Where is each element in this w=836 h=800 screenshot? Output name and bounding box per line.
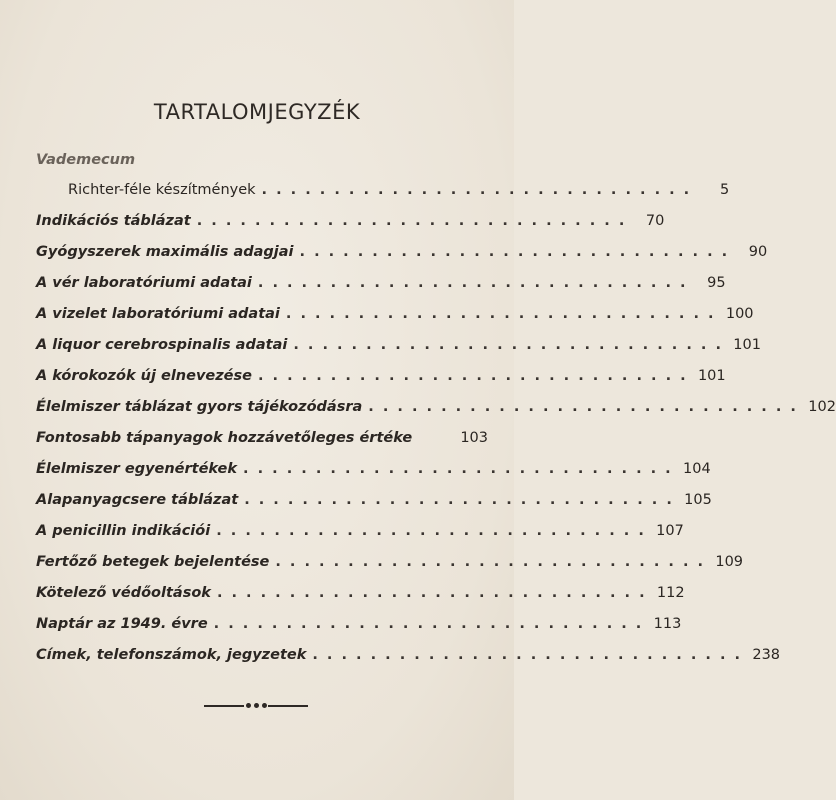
toc-entry: [36, 457, 711, 481]
toc-entry: [36, 333, 761, 357]
toc-entry-page: 102: [808, 399, 836, 415]
toc-entry-label: Fontosabb tápanyagok hozzávetőleges értéke: [36, 430, 413, 446]
toc-entry-page: 90: [748, 244, 768, 260]
page-title: TARTALOMJEGYZÉK: [153, 100, 361, 124]
toc-entry: [36, 271, 726, 295]
toc-entry-page: 103: [460, 430, 488, 446]
toc-section-label: Vademecum: [36, 152, 136, 168]
toc-leader-dots: . . . . . . . . . . . . . . . . . . . . . . . . . . . . . .: [275, 554, 706, 570]
toc-entry: [36, 209, 665, 233]
toc-entry-label: Címek, telefonszámok, jegyzetek: [36, 647, 307, 663]
toc-leader-dots: . . . . . . . . . . . . . . . . . . . . . . . . . . . . . .: [196, 213, 627, 229]
toc-entry: [36, 426, 488, 450]
toc-entry-label: Élelmiszer táblázat gyors tájékozódásra: [36, 399, 363, 415]
divider-dot: [254, 703, 259, 708]
toc-entry-page: 101: [697, 368, 726, 384]
toc-section-heading: [36, 148, 488, 172]
divider-line-left: [204, 705, 244, 707]
toc-entry-label: Gyógyszerek maximális adagjai: [36, 244, 294, 260]
toc-entry-label: A vér laboratóriumi adatai: [36, 275, 252, 291]
toc-entry-label: A kórokozók új elnevezése: [36, 368, 252, 384]
toc-entry: [36, 519, 684, 543]
toc-entry: [36, 240, 768, 264]
toc-entry-label: Indikációs táblázat: [36, 213, 191, 229]
toc-leader-dots: . . . . . . . . . . . . . . . . . . . . . . . . . . . . . .: [368, 399, 798, 415]
toc-entry: [36, 364, 726, 388]
toc-leader-dots: . . . . . . . . . . . . . . . . . . . . . . . . . . . . . .: [243, 461, 673, 477]
toc-entry: [36, 302, 754, 326]
toc-entry-page: 113: [653, 616, 682, 632]
toc-entry: [36, 395, 836, 419]
toc-entry-label: Alapanyagcsere táblázat: [36, 492, 239, 508]
toc-entry-label: Naptár az 1949. évre: [36, 616, 208, 632]
toc-entry-page: 109: [715, 554, 744, 570]
toc-entry-label: A vizelet laboratóriumi adatai: [36, 306, 280, 322]
toc-entry-page: 238: [752, 647, 781, 663]
divider-dot: [246, 703, 251, 708]
toc-leader-dots: . . . . . . . . . . . . . . . . . . . . . . . . . . . . . .: [213, 616, 644, 632]
toc-entry-label: Fertőző betegek bejelentése: [36, 554, 270, 570]
toc-entry: [36, 581, 685, 605]
toc-entry-page: 70: [645, 213, 665, 229]
toc-entry: [36, 643, 781, 667]
divider-dot: [262, 703, 267, 708]
toc-entry-label: Kötelező védőoltások: [36, 585, 211, 601]
toc-entry-page: 112: [656, 585, 685, 601]
toc-entry-label: A liquor cerebrospinalis adatai: [36, 337, 288, 353]
toc-leader-dots: . . . . . . . . . . . . . . . . . . . . . . . . . . . . . .: [261, 182, 692, 198]
toc-entry: [36, 178, 730, 202]
toc-entry-page: 5: [719, 182, 730, 198]
toc-entry-page: 105: [684, 492, 712, 508]
toc-entry-page: 95: [707, 275, 726, 291]
toc-entry: [36, 612, 682, 636]
toc-leader-dots: . . . . . . . . . . . . . . . . . . . . . . . . . . . . . .: [312, 647, 743, 663]
toc-entry-page: 100: [725, 306, 754, 322]
toc-entry: [36, 550, 744, 574]
toc-entry-page: 104: [683, 461, 711, 477]
toc-entry-label: Élelmiszer egyenértékek: [36, 461, 238, 477]
toc-entry-label: A penicillin indikációi: [36, 523, 211, 539]
divider-line-right: [268, 705, 308, 707]
toc-leader-dots: . . . . . . . . . . . . . . . . . . . . . . . . . . . . . .: [299, 244, 730, 260]
toc-leader-dots: . . . . . . . . . . . . . . . . . . . . . . . . . . . . . .: [293, 337, 723, 353]
toc-leader-dots: . . . . . . . . . . . . . . . . . . . . . . . . . . . . . .: [244, 492, 674, 508]
toc-entry: [36, 488, 712, 512]
toc-leader-dots: . . . . . . . . . . . . . . . . . . . . . . . . . . . . . .: [285, 306, 716, 322]
toc-entry-page: 107: [656, 523, 684, 539]
toc-leader-dots: . . . . . . . . . . . . . . . . . . . . . . . . . . . . . .: [257, 275, 688, 291]
toc-leader-dots: . . . . . . . . . . . . . . . . . . . . . . . . . . . . . .: [216, 523, 646, 539]
toc-entry-label: Richter-féle készítmények: [68, 182, 256, 198]
toc-leader-dots: . . . . . . . . . . . . . . . . . . . . . . . . . . . . . .: [257, 368, 688, 384]
toc-entry-page: 101: [733, 337, 761, 353]
toc-leader-dots: . . . . . . . . . . . . . . . . . . . . . . . . . . . . . .: [216, 585, 647, 601]
decorative-divider: [204, 702, 308, 710]
